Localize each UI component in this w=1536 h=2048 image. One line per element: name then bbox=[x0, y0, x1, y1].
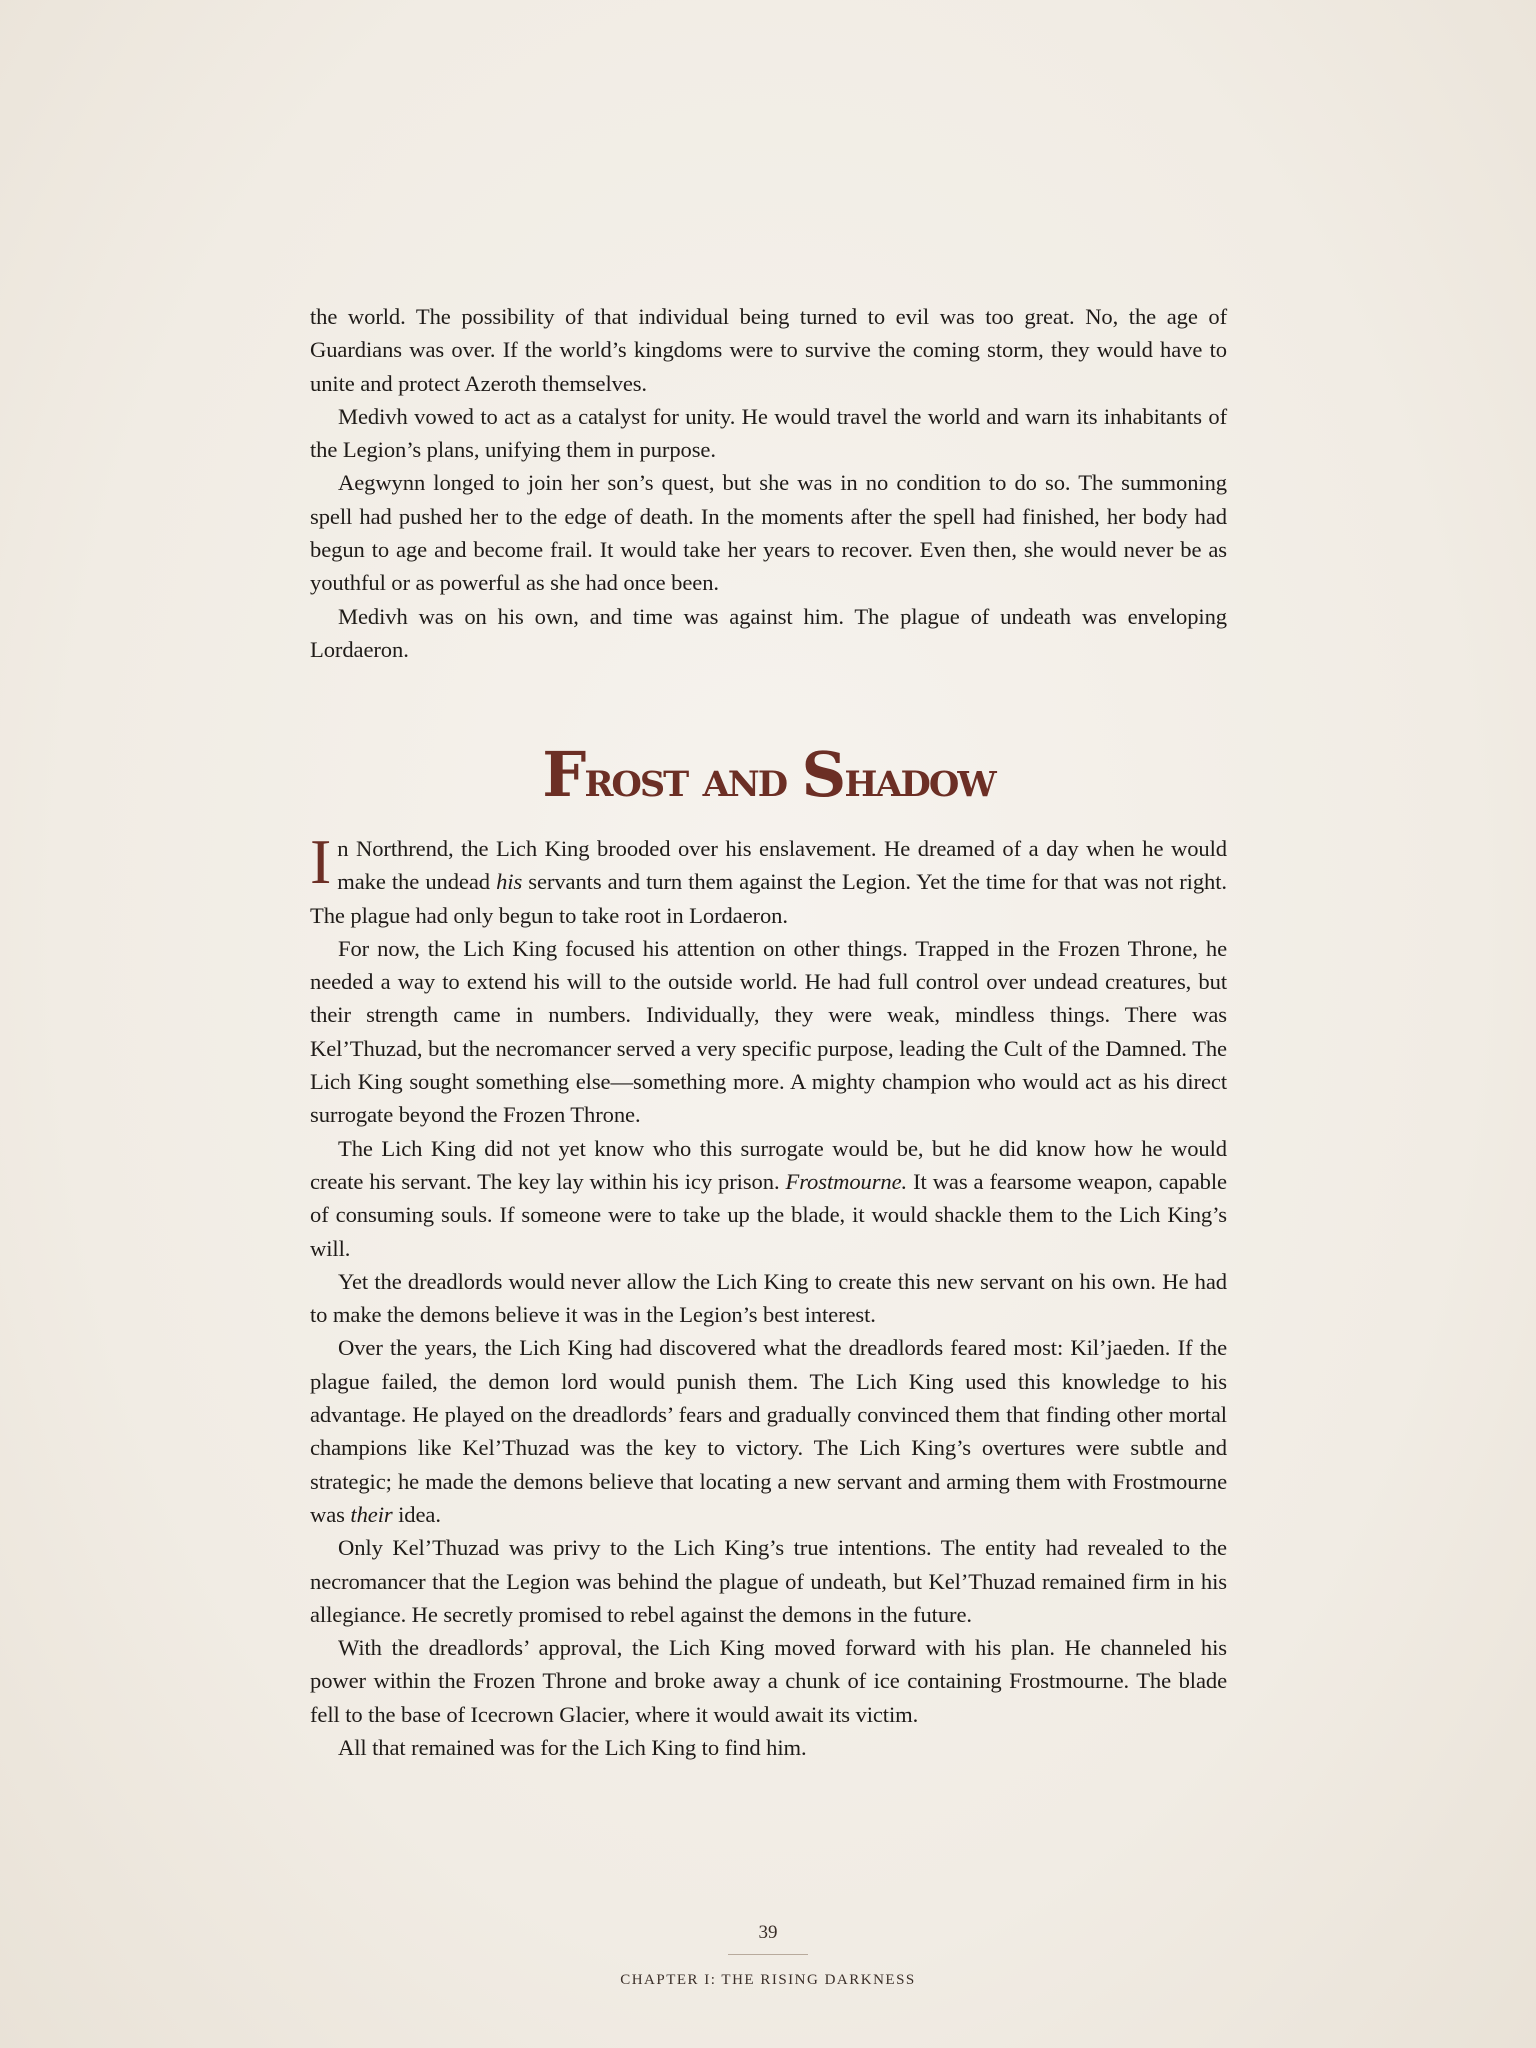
intro-text bbox=[310, 300, 1227, 666]
section-text bbox=[310, 826, 1227, 1764]
paragraph: Only Kel’Thuzad was privy to the Lich King’s true intentions. The entity had revealed to the necromancer that the Legion was behind the plague of undeath, but Kel’Thuzad remained firm in his allegiance. He secretly promised to rebel against the demons in the future. bbox=[310, 1535, 1227, 1627]
paragraph: With the dreadlords’ approval, the Lich King moved forward with his plan. He channeled his power within the Frozen Throne and broke away a chunk of ice containing Frostmourne. The blade fell to the base of Icecrown Glacier, where it would await its victim. bbox=[310, 1635, 1227, 1727]
paragraph: Yet the dreadlords would never allow the Lich King to create this new servant on his own. He had to make the demons believe it was in the Legion’s best interest. bbox=[310, 1268, 1227, 1328]
chapter-title: CHAPTER I: THE RISING DARKNESS bbox=[620, 1972, 916, 1988]
paragraph: the world. The possibility of that individual being turned to evil was too great. No, the age of Guardians was over. If the world’s kingdoms were to survive the coming storm, they would have to unite and protect Azeroth themselves. bbox=[310, 304, 1227, 396]
emphasis: their bbox=[350, 1501, 393, 1527]
paragraph: Medivh was on his own, and time was against him. The plague of undeath was enveloping Lordaeron. bbox=[310, 603, 1227, 662]
paragraph bbox=[310, 1331, 1227, 1531]
first-paragraph bbox=[310, 826, 1227, 932]
emphasis: his bbox=[496, 869, 523, 895]
text-run: servants and turn them against the Legion. Yet the time for that was not right. The plague had only begun to take root in Lordaeron. bbox=[310, 869, 1227, 928]
text-run: It was a fearsome weapon, capable of consuming souls. If someone were to take up the blade, it would shackle them to the Lich King’s will. bbox=[310, 1168, 1227, 1261]
heading-initial: F bbox=[542, 738, 585, 811]
section-heading bbox=[310, 738, 1227, 811]
drop-cap: I bbox=[310, 826, 332, 897]
text-run: n Northrend, the Lich King brooded over his enslavement. He dreamed of a day when he would make the undead bbox=[337, 836, 1227, 895]
heading-text-2: hadow bbox=[844, 749, 995, 808]
heading-initial-2: S bbox=[801, 738, 845, 811]
paragraph: Aegwynn longed to join her son’s quest, but she was in no condition to do so. The summoning spell had pushed her to the edge of death. In the moments after the spell had finished, her body had begun to age and become frail. It would take her years to recover. Even then, she would never be as youthful or as powerful as she had once been. bbox=[310, 470, 1227, 596]
page-number: 39 bbox=[758, 1922, 778, 1943]
paragraph: All that remained was for the Lich King to find him. bbox=[338, 1735, 807, 1761]
paragraph: Medivh vowed to act as a catalyst for unity. He would travel the world and warn its inhabitants of the Legion’s plans, unifying them in purpose. bbox=[310, 403, 1227, 463]
text-run: Over the years, the Lich King had discovered what the dreadlords feared most: Kil’jaeden. If the plague failed, the demon lord would punish them. The Lich King used this knowledge to his advantage. He played on the dreadlords’ fears and gradually convinced them that finding other mortal champions like Kel’Thuzad was the key to victory. The Lich King’s overtures were subtle and strategic; he made the demons believe that locating a new servant and arming them with Frostmourne was bbox=[310, 1335, 1227, 1527]
paragraph: For now, the Lich King focused his attention on other things. Trapped in the Frozen Throne, he needed a way to extend his will to the outside world. He had full control over undead creatures, but their strength came in numbers. Individually, they were weak, mindless things. There was Kel’Thuzad, but the necromancer served a very specific purpose, leading the Cult of the Damned. The Lich King sought something else—something more. A mighty champion who would act as his direct surrogate beyond the Frozen Throne. bbox=[310, 935, 1227, 1128]
footer-divider bbox=[728, 1954, 808, 1955]
paragraph bbox=[310, 1132, 1227, 1265]
emphasis: Frostmourne. bbox=[785, 1168, 908, 1194]
text-run: idea. bbox=[392, 1501, 441, 1527]
heading-text: rost and bbox=[584, 749, 802, 808]
text-run: The Lich King did not yet know who this surrogate would be, but he did know how he would create his servant. The key lay within his icy prison. bbox=[310, 1135, 1227, 1194]
